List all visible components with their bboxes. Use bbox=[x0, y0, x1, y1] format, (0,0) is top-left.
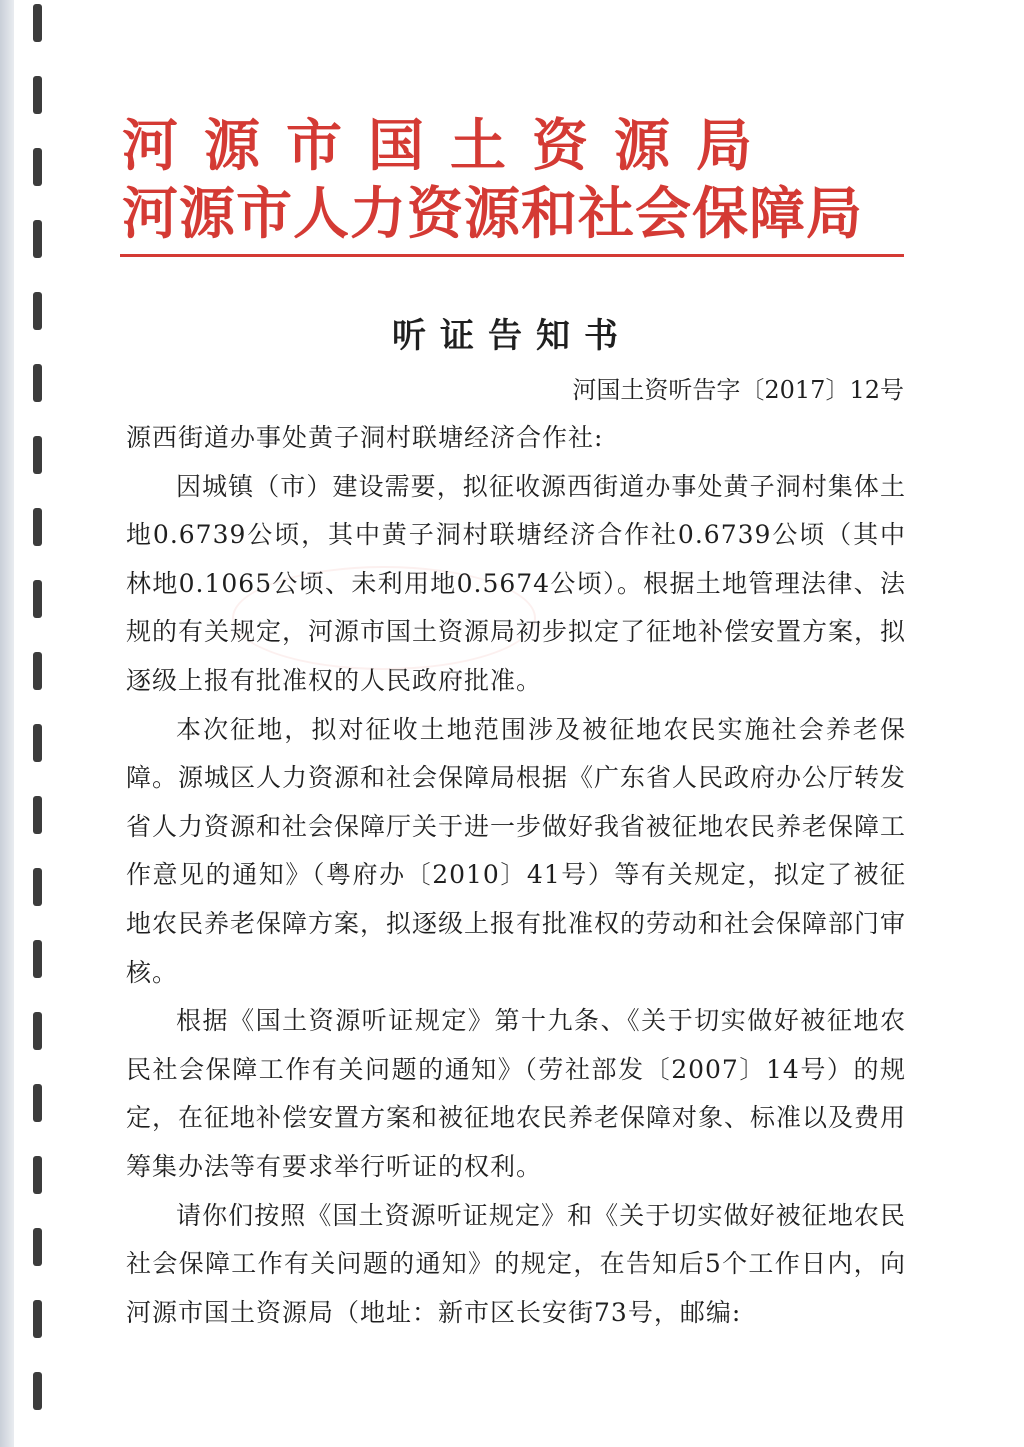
binding-hole bbox=[33, 508, 42, 546]
salutation: 源西街道办事处黄子洞村联塘经济合作社: bbox=[126, 423, 604, 452]
binding-hole bbox=[33, 724, 42, 762]
binding-hole bbox=[33, 1228, 42, 1266]
document-number: 河国土资听告字〔2017〕12号 bbox=[572, 376, 904, 404]
binding-hole bbox=[33, 436, 42, 474]
binding-hole bbox=[33, 148, 42, 186]
binding-holes bbox=[28, 0, 48, 1447]
document-title: 听证告知书 bbox=[392, 316, 632, 356]
body-paragraph: 根据《国土资源听证规定》第十九条、《关于切实做好被征地农民社会保障工作有关问题的通知》（劳社部发〔2007〕14号）的规定，在征地补偿安置方案和被征地农民养老保障对象、标准以及费用筹集办法等有要求举行听证的权利。 bbox=[126, 1006, 907, 1181]
binding-hole bbox=[33, 76, 42, 114]
binding-hole bbox=[33, 580, 42, 618]
binding-hole bbox=[33, 652, 42, 690]
binding-hole bbox=[33, 868, 42, 906]
binding-hole bbox=[33, 1372, 42, 1410]
binding-hole bbox=[33, 364, 42, 402]
letterhead bbox=[122, 112, 902, 248]
document-body bbox=[126, 414, 906, 1337]
binding-hole bbox=[33, 1012, 42, 1050]
binding-hole bbox=[33, 220, 42, 258]
body-paragraph: 请你们按照《国土资源听证规定》和《关于切实做好被征地农民社会保障工作有关问题的通知》的规定，在告知后5个工作日内，向河源市国土资源局（地址：新市区长安街73号，邮编: bbox=[126, 1200, 906, 1327]
binding-hole bbox=[33, 1084, 42, 1122]
binding-hole bbox=[33, 940, 42, 978]
letterhead-divider bbox=[120, 254, 904, 257]
binding-hole bbox=[33, 1300, 42, 1338]
binding-hole bbox=[33, 796, 42, 834]
binding-strip bbox=[0, 0, 14, 1447]
letterhead-land-bureau: 河源市国土资源局 bbox=[122, 113, 778, 179]
binding-hole bbox=[33, 1156, 42, 1194]
binding-hole bbox=[33, 4, 42, 42]
body-paragraph: 本次征地，拟对征收土地范围涉及被征地农民实施社会养老保障。源城区人力资源和社会保障局根据《广东省人民政府办公厅转发省人力资源和社会保障厅关于进一步做好我省被征地农民养老保障工作意见的通知》（粤府办〔2010〕41号）等有关规定，拟定了被征地农民养老保障方案，拟逐级上报有批准权的劳动和社会保障部门审核。 bbox=[126, 714, 907, 987]
body-paragraph: 因城镇（市）建设需要，拟征收源西街道办事处黄子洞村集体土地0.6739公顷，其中黄子洞村联塘经济合作社0.6739公顷（其中林地0.1065公顷、未利用地0.5674公顷）。根据土地管理法律、法规的有关规定，河源市国土资源局初步拟定了征地补偿安置方案，拟逐级上报有批准权的人民政府批准。 bbox=[126, 471, 907, 695]
letterhead-hr-bureau: 河源市人力资源和社会保障局 bbox=[122, 181, 863, 247]
